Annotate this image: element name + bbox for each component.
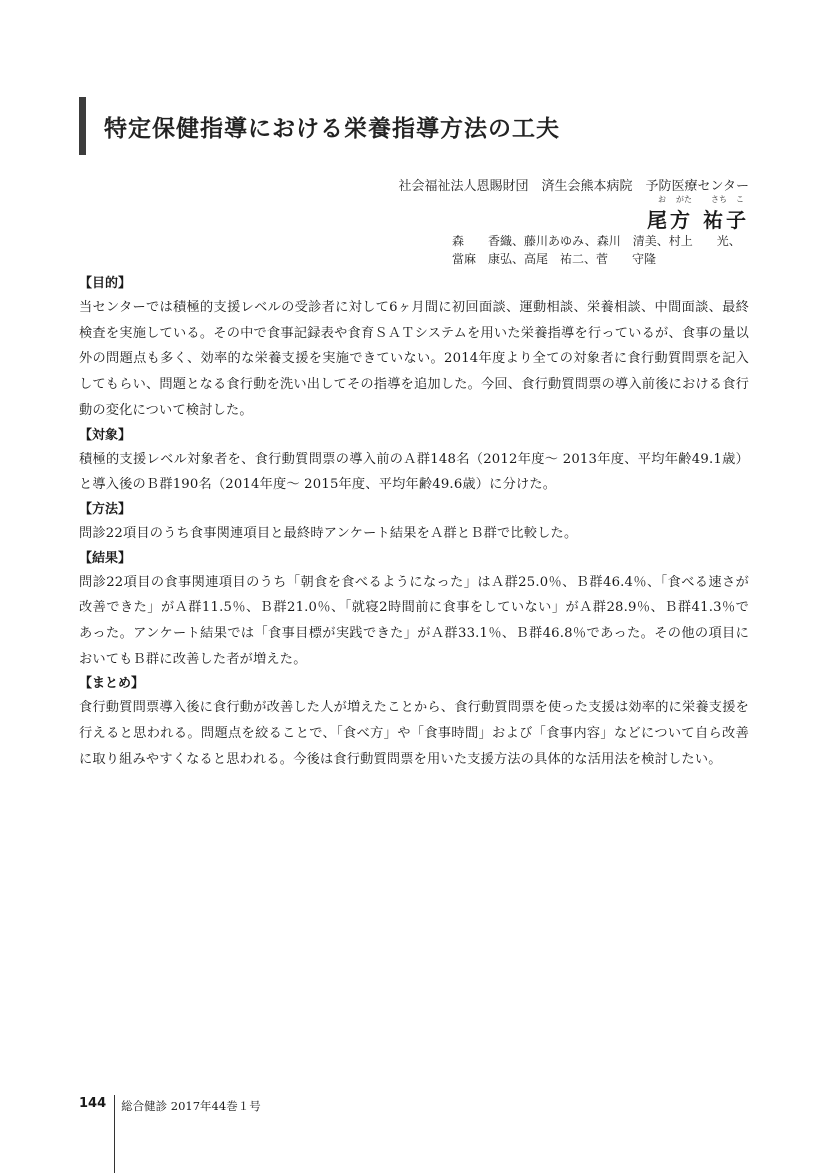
section-results <box>79 548 749 673</box>
coauthors-line-1: 森 香織、藤川あゆみ、森川 清美、村上 光、 <box>452 234 741 248</box>
ruby-3: さち <box>711 195 727 204</box>
section-text: 積極的支援レベル対象者を、食行動質問票の導入前のＡ群148名（2012年度～ 2013年度、平均年齢49.1歳）と導入後のＢ群190名（2014年度～ 2015年度、平均年齢49.6歳）に分けた。 <box>79 451 749 493</box>
author-name: 尾方 祐子 <box>647 208 749 232</box>
coauthors-line-2: 當麻 康弘、高尾 祐二、菅 守隆 <box>452 252 657 266</box>
author-ruby <box>647 194 749 204</box>
section-text: 問診22項目のうち食事関連項目と最終時アンケート結果をＡ群とＢ群で比較した。 <box>79 525 578 541</box>
section-heading: 【対象】 <box>79 427 132 443</box>
section-purpose <box>79 273 749 424</box>
page-footer <box>79 1093 261 1173</box>
section-subjects <box>79 425 749 498</box>
section-summary <box>79 673 749 772</box>
author-block <box>647 194 749 233</box>
page-number: 144 <box>79 1096 107 1111</box>
section-heading: 【まとめ】 <box>79 676 145 692</box>
ruby-2: がた <box>676 195 692 204</box>
affiliation: 社会福祉法人恩賜財団 済生会熊本病院 予防医療センター <box>398 179 749 194</box>
ruby-4: こ <box>736 195 744 204</box>
section-text: 食行動質問票導入後に食行動が改善した人が増えたことから、食行動質問票を使った支援は効率的に栄養支援を行えると思われる。問題点を絞ることで、「食べ方」や「食事時間」および「食事内容」などについて自ら改善に取り組みやすくなると思われる。今後は食行動質問票を用いた支援方法の具体的な活用法を検討したい。 <box>79 700 749 767</box>
section-text: 当センターでは積極的支援レベルの受診者に対して6ヶ月間に初回面談、運動相談、栄養相談、中間面談、最終検査を実施している。その中で食事記録表や食育ＳＡＴシステムを用いた栄養指導を行っているが、食事の量以外の問題点も多く、効率的な栄養支援を実施できていない。2014年度より全ての対象者に食行動質問票を記入してもらい、問題となる食行動を洗い出してその指導を追加した。今回、食行動質問票の導入前後における食行動の変化について検討した。 <box>79 300 749 418</box>
title-block <box>79 97 560 155</box>
section-heading: 【方法】 <box>79 501 132 517</box>
journal-citation: 総合健診 2017年44巻１号 <box>121 1099 261 1113</box>
section-method <box>79 499 749 547</box>
page-title: 特定保健指導における栄養指導方法の工夫 <box>104 114 560 142</box>
section-heading: 【結果】 <box>79 550 132 566</box>
article-body <box>79 273 749 774</box>
ruby-1: お <box>658 195 666 204</box>
coauthors <box>452 232 741 268</box>
section-heading: 【目的】 <box>79 276 132 291</box>
section-text: 問診22項目の食事関連項目のうち「朝食を食べるようになった」はＡ群25.0％、Ｂ群46.4％、「食べる速さが改善できた」がＡ群11.5％、Ｂ群21.0％、「就寝2時間前に食事をしていない」がＡ群28.9％、Ｂ群41.3％であった。アンケート結果では「食事目標が実践できた」がＡ群33.1％、Ｂ群46.8％であった。その他の項目においてもＢ群に改善した者が増えた。 <box>79 574 749 667</box>
